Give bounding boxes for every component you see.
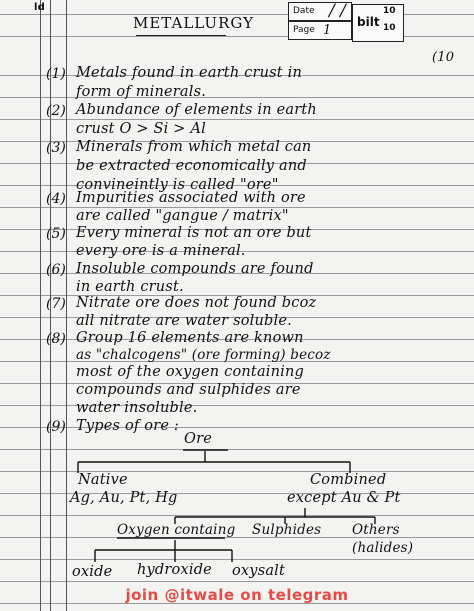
tree-native: Native [78, 472, 128, 488]
page-value: 1 [323, 23, 332, 38]
note-1-number: (1) [46, 66, 66, 82]
corner-mark: ld [34, 2, 45, 13]
tree-hydroxide: hydroxide [137, 562, 212, 578]
tree-others: Others [352, 522, 400, 538]
note-4-number: (4) [46, 191, 66, 207]
logo-text: bilt [357, 15, 380, 29]
note-8-line-1: Group 16 elements are known [76, 330, 304, 346]
note-5-number: (5) [46, 226, 66, 242]
tree-native-examples: Ag, Au, Pt, Hg [70, 490, 178, 506]
note-7-number: (7) [46, 296, 66, 312]
page-title: METALLURGY [133, 14, 254, 32]
note-8-line-4: compounds and sulphides are [76, 382, 301, 398]
note-6-number: (6) [46, 262, 66, 278]
note-2-line-1: Abundance of elements in earth [76, 102, 317, 118]
tree-halides: (halides) [352, 540, 414, 556]
note-4-line-2: are called "gangue / matrix" [76, 208, 289, 224]
note-3-line-1: Minerals from which metal can [76, 139, 312, 155]
note-7-line-2: all nitrate are water soluble. [76, 313, 292, 329]
note-1-line-1: Metals found in earth crust in [76, 65, 303, 81]
note-8-line-5: water insoluble. [76, 400, 198, 416]
logo-fraction-bottom: 10 [383, 23, 396, 33]
note-3-line-3: convineintly is called "ore" [76, 177, 279, 193]
note-8-line-3: most of the oxygen containing [76, 364, 305, 380]
note-2-line-2: crust O > Si > Al [76, 121, 206, 137]
note-8-number: (8) [46, 331, 66, 347]
note-9-line-1: Types of ore : [76, 418, 180, 434]
tree-oxygen-containing: Oxygen containg [117, 522, 236, 538]
tree-oxysalt: oxysalt [232, 563, 286, 579]
tree-oxide: oxide [72, 564, 113, 580]
side-number: (10 [432, 50, 455, 65]
note-7-line-1: Nitrate ore does not found bcoz [76, 295, 317, 311]
page-label: Page [293, 25, 315, 35]
tree-combined-note: except Au & Pt [287, 490, 401, 506]
note-9-number: (9) [46, 419, 66, 435]
note-2-number: (2) [46, 103, 66, 119]
note-3-line-2: be extracted economically and [76, 158, 307, 174]
note-8-line-2: as "chalcogens" (ore forming) becoz [76, 347, 331, 363]
note-1-line-2: form of minerals. [76, 84, 207, 100]
note-5-line-1: Every mineral is not an ore but [76, 225, 312, 241]
tree-sulphides: Sulphides [252, 522, 322, 538]
note-3-number: (3) [46, 140, 66, 156]
note-4-line-1: Impurities associated with ore [76, 190, 306, 206]
note-6-line-1: Insoluble compounds are found [76, 261, 314, 277]
date-label: Date [293, 6, 315, 16]
logo-fraction-top: 10 [383, 6, 396, 16]
note-5-line-2: every ore is a mineral. [76, 243, 246, 259]
date-value: / / [329, 1, 346, 21]
tree-combined: Combined [310, 472, 387, 488]
telegram-watermark: join @itwale on telegram [125, 586, 349, 604]
note-6-line-2: in earth crust. [76, 279, 184, 295]
tree-root: Ore [184, 431, 212, 447]
